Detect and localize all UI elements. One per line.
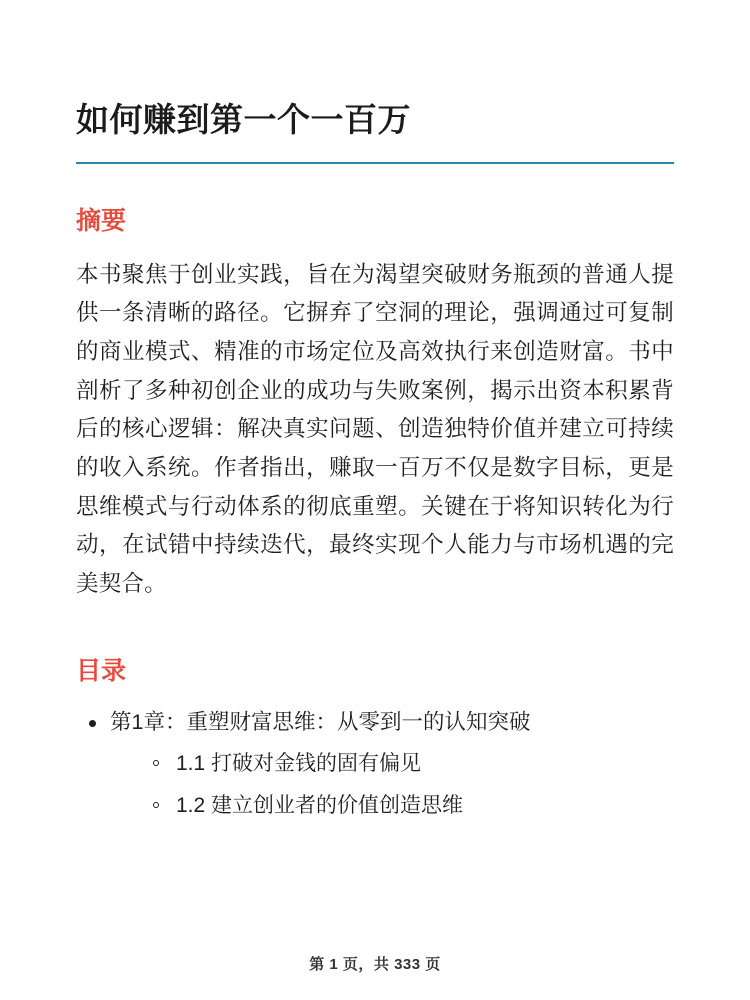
- abstract-heading: 摘要: [76, 206, 127, 235]
- toc-section-list: [110, 747, 674, 822]
- toc-section-label: 1.1 打破对金钱的固有偏见: [176, 752, 422, 776]
- toc-chapter-label: 第1章：重塑财富思维：从零到一的认知突破: [110, 709, 531, 734]
- abstract-body: 本书聚焦于创业实践，旨在为渴望突破财务瓶颈的普通人提供一条清晰的路径。它摒弃了空洞的理论，强调通过可复制的商业模式、精准的市场定位及高效执行来创造财富。书中剖析了多种初创企业的成功与失败案例，揭示出资本积累背后的核心逻辑：解决真实问题、创造独特价值并建立可持续的收入系统。作者指出，赚取一百万不仅是数字目标，更是思维模式与行动体系的彻底重塑。关键在于将知识转化为行动，在试错中持续迭代，最终实现个人能力与市场机遇的完美契合。: [76, 261, 674, 597]
- page-title: 如何赚到第一个一百万: [76, 101, 411, 138]
- toc-section-label: 1.2 建立创业者的价值创造思维: [176, 793, 464, 817]
- toc-list: [76, 706, 674, 823]
- toc-section-item[interactable]: [148, 747, 674, 781]
- title-divider: [76, 162, 674, 164]
- toc-section-item[interactable]: [148, 789, 674, 823]
- toc-heading: 目录: [76, 656, 127, 685]
- page-footer: 第 1 页，共 333 页: [309, 956, 441, 973]
- toc-chapter-item[interactable]: [76, 706, 674, 823]
